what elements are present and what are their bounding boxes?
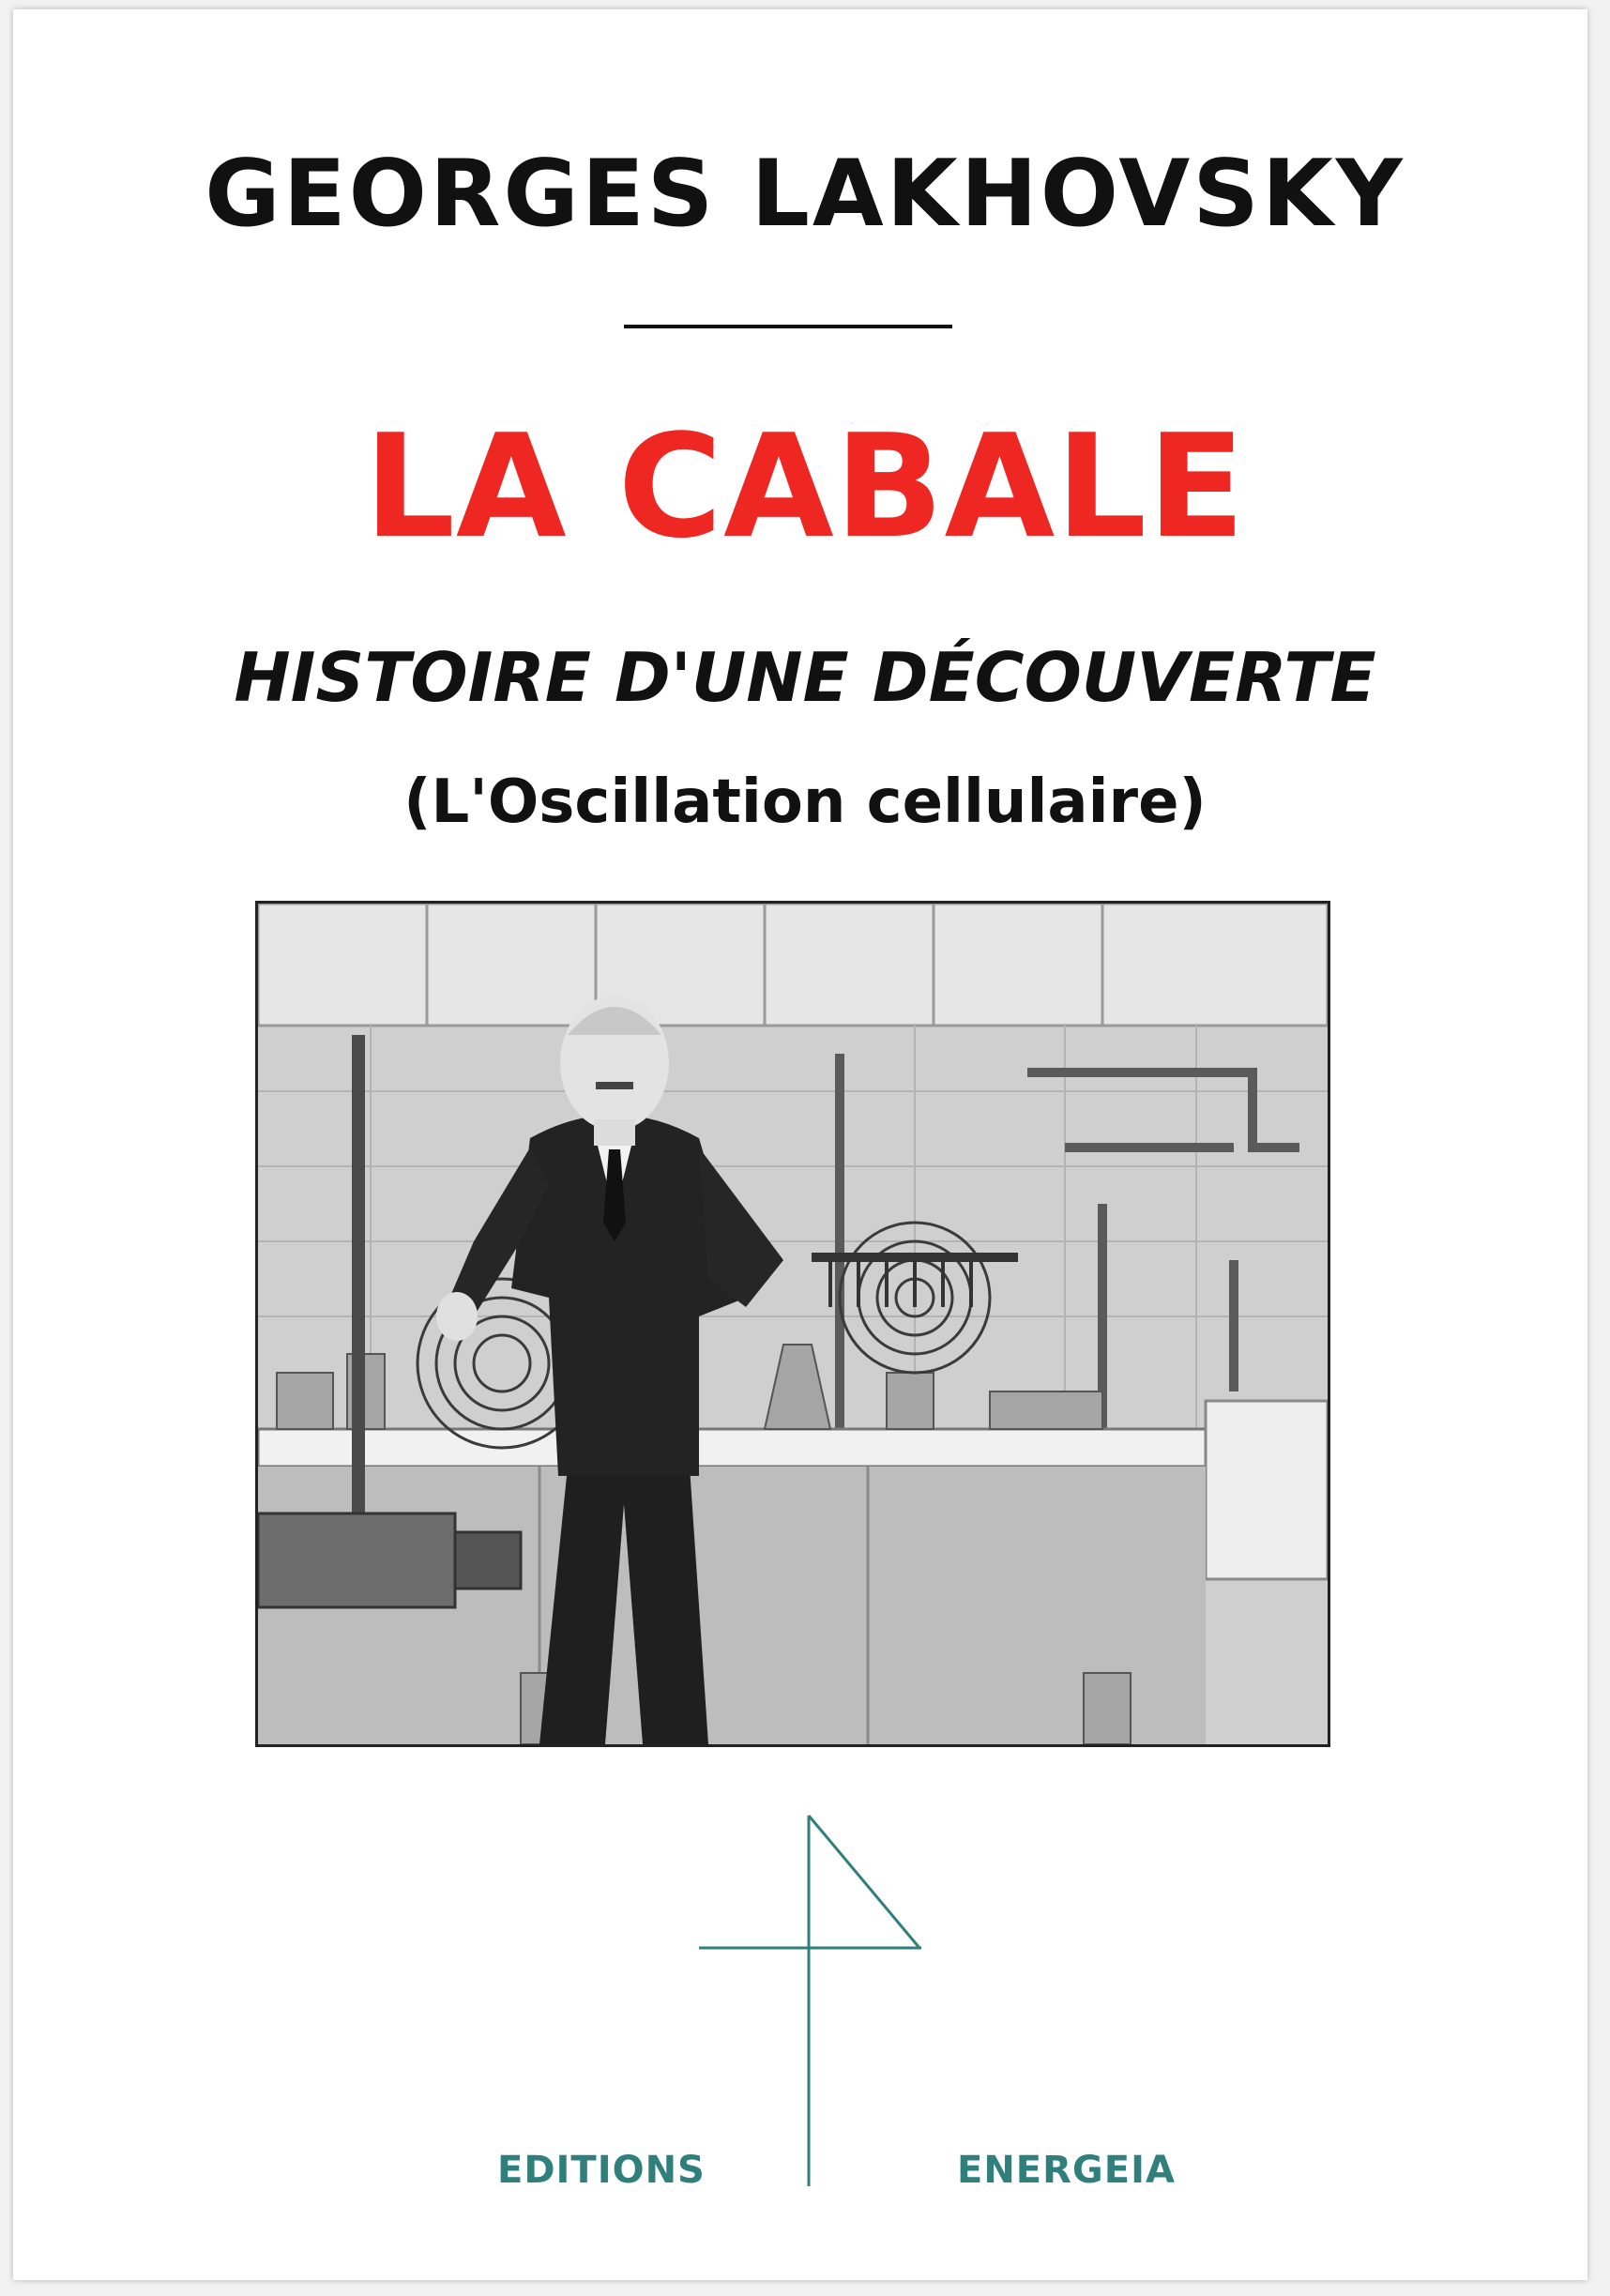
publisher-name-left: EDITIONS: [497, 2149, 706, 2192]
book-title: LA CABALE: [364, 403, 1246, 570]
book-subtitle: HISTOIRE D'UNE DÉCOUVERTE: [234, 638, 1376, 717]
publisher-name-right: ENERGEIA: [957, 2149, 1176, 2192]
book-subtitle-secondary: (L'Oscillation cellulaire): [403, 768, 1207, 837]
author-name: GEORGES LAKHOVSKY: [205, 141, 1405, 248]
